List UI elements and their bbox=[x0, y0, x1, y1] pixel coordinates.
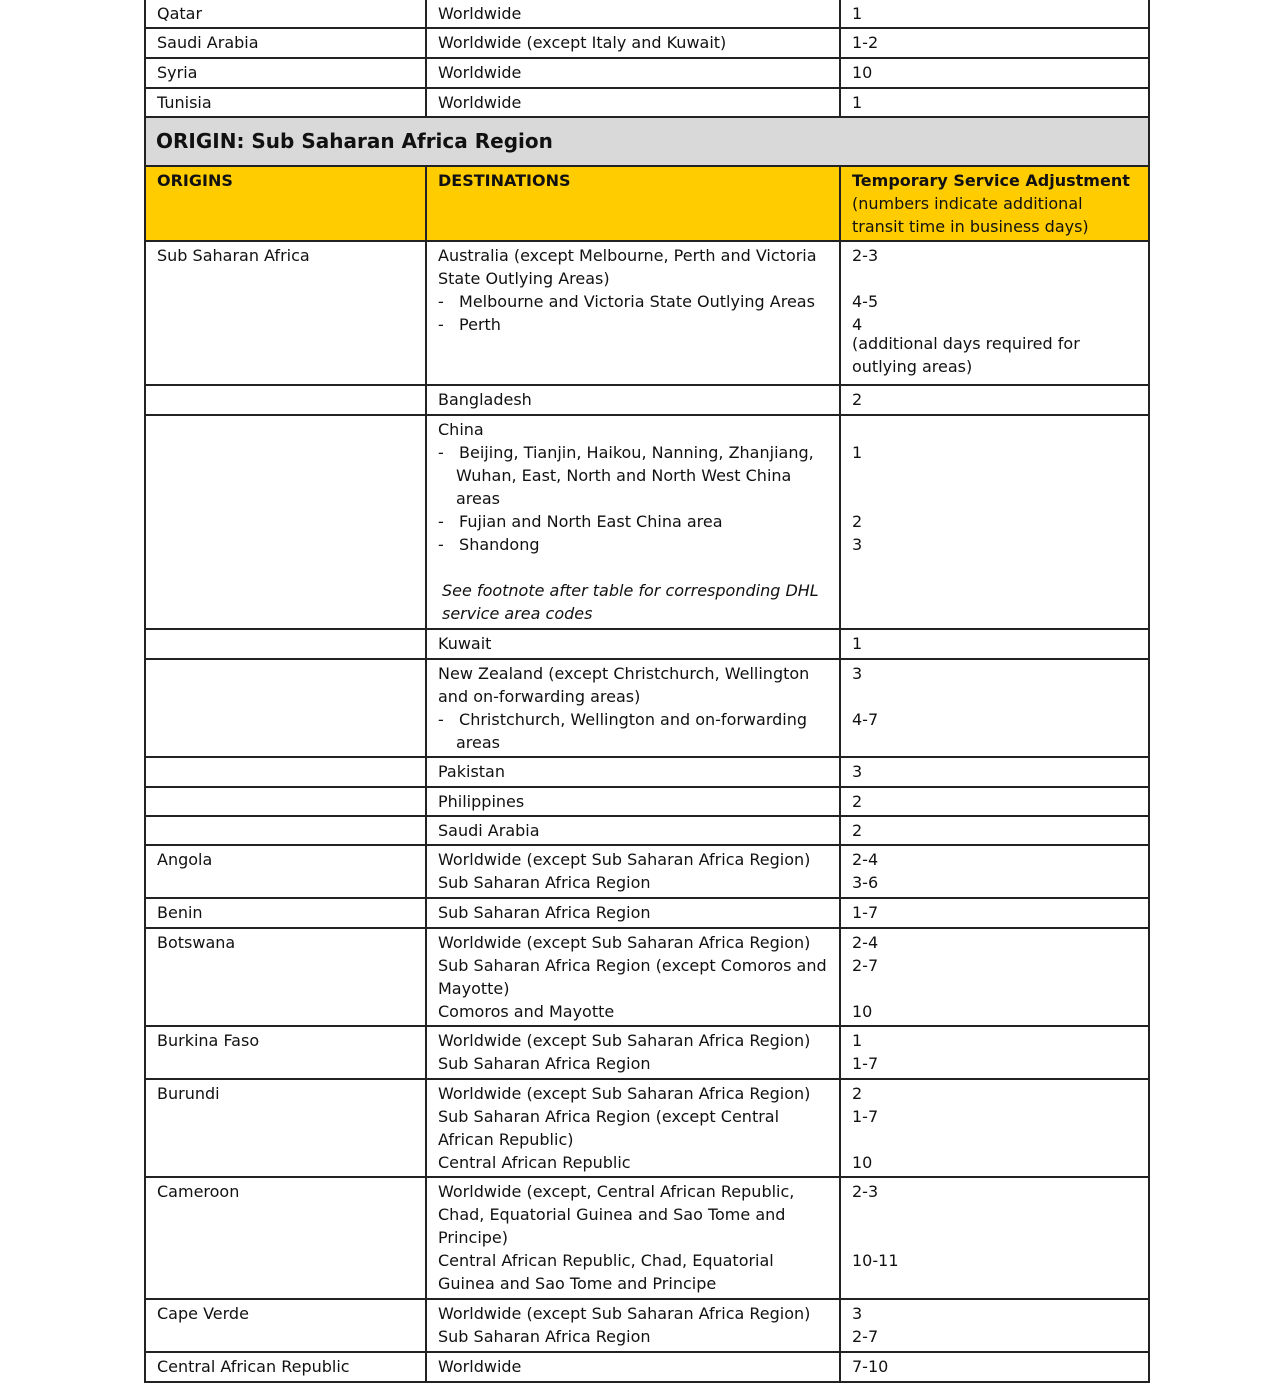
origin-cell: Botswana bbox=[144, 929, 425, 1025]
destination-cell: Worldwide (except, Central African Republic, Chad, Equatorial Guinea and Sao Tome and Principe) Central African Republic, Chad, Equatorial Guinea and Sao Tome and Principe bbox=[425, 1178, 839, 1298]
origin-cell: Syria bbox=[144, 59, 425, 87]
origin-cell: Cameroon bbox=[144, 1178, 425, 1298]
origin-cell: Burkina Faso bbox=[144, 1027, 425, 1078]
adjustment-cell: 7-10 bbox=[839, 1353, 1150, 1381]
adjustment-cell: 2 1-7 10 bbox=[839, 1080, 1150, 1176]
destination-cell: Saudi Arabia bbox=[425, 817, 839, 844]
adjustment-cell: 1 bbox=[839, 630, 1150, 658]
header-adjustment-title: Temporary Service Adjustment bbox=[852, 171, 1130, 190]
adjustment-cell: 3 2-7 bbox=[839, 1300, 1150, 1351]
table-row bbox=[144, 660, 1150, 758]
destination-cell: Worldwide (except Sub Saharan Africa Region) Sub Saharan Africa Region (except Central African Republic) Central African Republic bbox=[425, 1080, 839, 1176]
adjustment-cell: 2-3 10-11 bbox=[839, 1178, 1150, 1298]
table-row bbox=[144, 1300, 1150, 1353]
destination-cell: China - Beijing, Tianjin, Haikou, Nanning, Zhanjiang, Wuhan, East, North and North West China areas - Fujian and North East China area - Shandong See footnote after table for corresponding DHL service area codes bbox=[425, 416, 839, 628]
destination-cell: Kuwait bbox=[425, 630, 839, 658]
origin-cell: Cape Verde bbox=[144, 1300, 425, 1351]
table-row bbox=[144, 929, 1150, 1027]
table-row bbox=[144, 758, 1150, 788]
transit-table bbox=[144, 0, 1150, 1383]
table-row bbox=[144, 1178, 1150, 1300]
adjustment-cell: 10 bbox=[839, 59, 1150, 87]
origin-cell: Tunisia bbox=[144, 89, 425, 116]
adjustment-cell: 2 bbox=[839, 386, 1150, 414]
adjustment-cell: 2-4 3-6 bbox=[839, 846, 1150, 897]
outlying-note: (additional days required for outlying areas) bbox=[852, 334, 1080, 376]
destination-cell: Worldwide bbox=[425, 0, 839, 27]
table-row bbox=[144, 630, 1150, 660]
table-row bbox=[144, 1080, 1150, 1178]
origin-cell: Qatar bbox=[144, 0, 425, 27]
adjustment-cell: 1-2 bbox=[839, 29, 1150, 57]
table-row bbox=[144, 29, 1150, 59]
destination-cell: New Zealand (except Christchurch, Wellington and on-forwarding areas) - Christchurch, Wellington and on-forwarding areas bbox=[425, 660, 839, 756]
destination-cell: Worldwide (except Sub Saharan Africa Region) Sub Saharan Africa Region bbox=[425, 1300, 839, 1351]
table-row bbox=[144, 899, 1150, 929]
destination-cell: Philippines bbox=[425, 788, 839, 815]
destination-cell: Pakistan bbox=[425, 758, 839, 786]
origin-cell: Angola bbox=[144, 846, 425, 897]
destination-cell: Worldwide bbox=[425, 89, 839, 116]
adjustment-cell: 1 2 3 bbox=[839, 416, 1150, 628]
dest-australia: Australia (except Melbourne, Perth and Victoria State Outlying Areas) bbox=[438, 246, 817, 288]
origin-cell: Saudi Arabia bbox=[144, 29, 425, 57]
adjustment-cell: 1-7 bbox=[839, 899, 1150, 927]
table-row bbox=[144, 817, 1150, 846]
destination-cell: Worldwide (except Sub Saharan Africa Region) Sub Saharan Africa Region (except Comoros and Mayotte) Comoros and Mayotte bbox=[425, 929, 839, 1025]
adjustment-cell: 1 bbox=[839, 89, 1150, 116]
table-row bbox=[144, 0, 1150, 29]
destination-cell bbox=[425, 242, 839, 384]
header-adjustment-subtitle: (numbers indicate additional transit time in business days) bbox=[852, 194, 1089, 236]
destination-cell: Worldwide (except Sub Saharan Africa Region) Sub Saharan Africa Region bbox=[425, 1027, 839, 1078]
adjustment-cell: 3 4-7 bbox=[839, 660, 1150, 756]
destination-cell: Worldwide bbox=[425, 59, 839, 87]
table-row bbox=[144, 1353, 1150, 1383]
origin-cell: Central African Republic bbox=[144, 1353, 425, 1381]
table-row bbox=[144, 59, 1150, 89]
adjustment-cell: 2-3 4-5 4 (additional days required for outlying areas) bbox=[839, 242, 1150, 384]
header-destinations: DESTINATIONS bbox=[425, 167, 839, 240]
destination-cell: Worldwide (except Sub Saharan Africa Region) Sub Saharan Africa Region bbox=[425, 846, 839, 897]
table-row bbox=[144, 89, 1150, 118]
dest-sub: - Melbourne and Victoria State Outlying Areas bbox=[438, 292, 815, 311]
destination-cell: Worldwide bbox=[425, 1353, 839, 1381]
destination-cell: Sub Saharan Africa Region bbox=[425, 899, 839, 927]
table-header bbox=[144, 167, 1150, 242]
table-row bbox=[144, 1027, 1150, 1080]
table-row bbox=[144, 242, 1150, 386]
table-row bbox=[144, 788, 1150, 817]
destination-cell: Bangladesh bbox=[425, 386, 839, 414]
header-adjustment bbox=[839, 167, 1150, 240]
footnote-reference: See footnote after table for corresponding DHL service area codes bbox=[442, 581, 819, 623]
adjustment-cell: 2 bbox=[839, 788, 1150, 815]
origin-cell: Burundi bbox=[144, 1080, 425, 1176]
adjustment-cell: 1 1-7 bbox=[839, 1027, 1150, 1078]
adjustment-cell: 1 bbox=[839, 0, 1150, 27]
destination-cell: Worldwide (except Italy and Kuwait) bbox=[425, 29, 839, 57]
region-title: ORIGIN: Sub Saharan Africa Region bbox=[144, 118, 1150, 167]
table-row bbox=[144, 386, 1150, 416]
adjustment-cell: 3 bbox=[839, 758, 1150, 786]
adjustment-cell: 2-4 2-7 10 bbox=[839, 929, 1150, 1025]
adjustment-cell: 2 bbox=[839, 817, 1150, 844]
origin-cell: Benin bbox=[144, 899, 425, 927]
dest-sub: - Perth bbox=[438, 315, 501, 334]
header-origins: ORIGINS bbox=[144, 167, 425, 240]
ssa-origin-cell: Sub Saharan Africa bbox=[144, 242, 425, 846]
table-row bbox=[144, 846, 1150, 899]
ssa-block bbox=[144, 242, 1150, 846]
table-row bbox=[144, 416, 1150, 630]
